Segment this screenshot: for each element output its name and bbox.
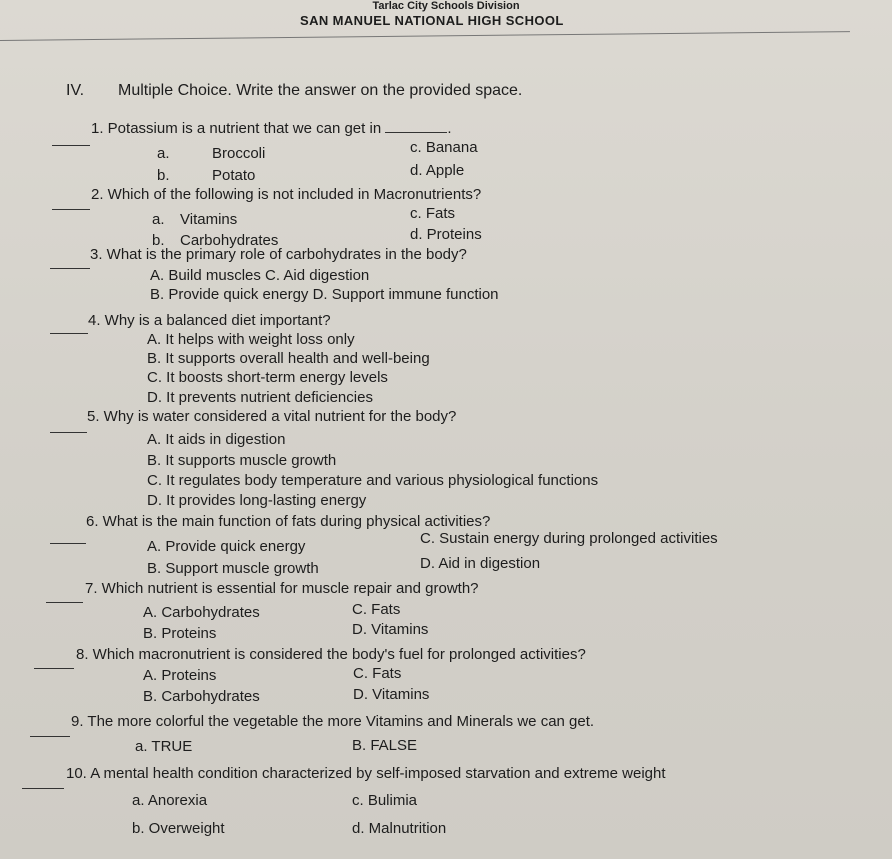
option-8c: C. Fats (353, 665, 402, 682)
option-9a: a. TRUE (135, 738, 193, 755)
option-1b-text: Potato (212, 167, 256, 184)
option-1a-text: Broccoli (212, 145, 266, 162)
answer-blank-9[interactable] (30, 736, 70, 737)
option-2b-letter: b. (152, 232, 165, 249)
option-2b-text: Carbohydrates (180, 232, 279, 249)
question-1 (91, 120, 452, 138)
answer-blank-3[interactable] (50, 268, 90, 269)
option-6a: A. Provide quick energy (147, 538, 306, 555)
option-1a-letter: a. (157, 145, 170, 162)
option-7a: A. Carbohydrates (143, 604, 260, 621)
question-5: 5. Why is water considered a vital nutrient for the body? (87, 408, 457, 425)
option-10c: c. Bulimia (352, 792, 418, 809)
question-4: 4. Why is a balanced diet important? (88, 312, 331, 329)
option-8b: B. Carbohydrates (143, 688, 260, 705)
option-5a: A. It aids in digestion (147, 431, 286, 448)
option-7c: C. Fats (352, 601, 401, 618)
option-9b: B. FALSE (352, 737, 418, 754)
header-divider (0, 31, 850, 41)
question-8: 8. Which macronutrient is considered the body's fuel for prolonged activities? (76, 646, 586, 663)
section-title: Multiple Choice. Write the answer on the provided space. (118, 82, 523, 99)
option-1c: c. Banana (410, 139, 478, 156)
answer-blank-7[interactable] (46, 602, 83, 603)
option-10d: d. Malnutrition (352, 820, 447, 837)
option-2c: c. Fats (410, 205, 456, 222)
question-10: 10. A mental health condition characterized by self-imposed starvation and extreme weight (66, 765, 666, 782)
option-6b: B. Support muscle growth (147, 560, 319, 577)
option-4c: C. It boosts short-term energy levels (147, 369, 388, 386)
question-3: 3. What is the primary role of carbohydrates in the body? (90, 246, 467, 263)
option-2a-letter: a. (152, 211, 165, 228)
option-5d: D. It provides long-lasting energy (147, 492, 367, 509)
option-6c: C. Sustain energy during prolonged activities (420, 530, 718, 547)
section-number: IV. (66, 82, 85, 99)
option-2a-text: Vitamins (180, 211, 238, 228)
option-4b: B. It supports overall health and well-being (147, 350, 430, 367)
answer-blank-2[interactable] (52, 209, 90, 210)
answer-blank-8[interactable] (34, 668, 74, 669)
answer-blank-5[interactable] (50, 432, 87, 433)
option-8a: A. Proteins (143, 667, 217, 684)
school-name: SAN MANUEL NATIONAL HIGH SCHOOL (300, 13, 564, 28)
option-8d: D. Vitamins (353, 686, 430, 703)
option-5c: C. It regulates body temperature and various physiological functions (147, 472, 599, 489)
question-6: 6. What is the main function of fats during physical activities? (86, 513, 491, 530)
question-2: 2. Which of the following is not included in Macronutrients? (91, 186, 482, 203)
option-4d: D. It prevents nutrient deficiencies (147, 389, 373, 406)
division-name: Tarlac City Schools Division (372, 0, 520, 12)
option-1b-letter: b. (157, 167, 170, 184)
option-1d: d. Apple (410, 162, 465, 179)
option-4a: A. It helps with weight loss only (147, 331, 355, 348)
option-3-row2: B. Provide quick energy D. Support immune function (150, 286, 499, 303)
option-6d: D. Aid in digestion (420, 555, 541, 572)
option-7d: D. Vitamins (352, 621, 429, 638)
question-1-end: . (447, 120, 452, 137)
option-5b: B. It supports muscle growth (147, 452, 337, 469)
option-2d: d. Proteins (410, 226, 482, 243)
option-10a: a. Anorexia (132, 792, 208, 809)
option-7b: B. Proteins (143, 625, 217, 642)
option-10b: b. Overweight (132, 820, 225, 837)
question-9: 9. The more colorful the vegetable the more Vitamins and Minerals we can get. (71, 713, 595, 730)
fill-in-blank-1[interactable] (385, 120, 447, 133)
question-7: 7. Which nutrient is essential for muscle repair and growth? (85, 580, 479, 597)
answer-blank-1[interactable] (52, 145, 90, 146)
answer-blank-6[interactable] (50, 543, 86, 544)
answer-blank-4[interactable] (50, 333, 88, 334)
question-1-text: 1. Potassium is a nutrient that we can get in (91, 120, 382, 137)
option-3-row1: A. Build muscles C. Aid digestion (150, 267, 370, 284)
answer-blank-10[interactable] (22, 788, 64, 789)
